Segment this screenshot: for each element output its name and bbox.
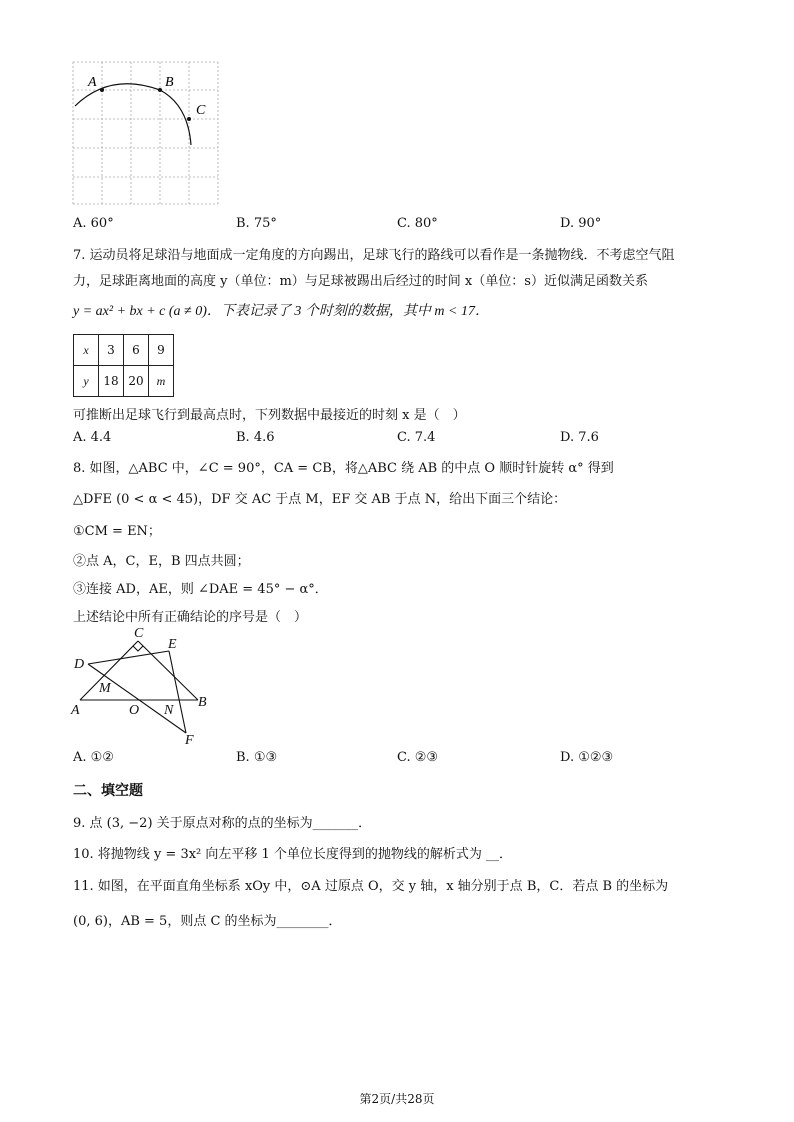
label-a: A <box>88 75 97 90</box>
grid-arc-figure <box>70 60 222 206</box>
table-cell: 20 <box>124 366 149 397</box>
q6-option-b: B. 75° <box>236 216 277 231</box>
fig-label-c: C <box>134 626 144 641</box>
table-cell: 6 <box>124 335 149 366</box>
fig-label-m: M <box>99 681 111 696</box>
q6-option-c: C. 80° <box>397 216 438 231</box>
point-a <box>100 88 104 92</box>
q7-option-d: D. 7.6 <box>560 430 599 445</box>
table-cell: x <box>74 335 99 366</box>
q8-conclusion-3: ③连接 AD，AE，则 ∠DAE = 45° − α°． <box>73 582 328 597</box>
q7-option-b: B. 4.6 <box>236 430 275 445</box>
q6-option-d: D. 90° <box>560 216 602 231</box>
q7-question: 可推断出足球飞行到最高点时，下列数据中最接近的时刻 x 是（ ） <box>73 408 466 423</box>
q10-text: 10. 将抛物线 y = 3x² 向左平移 1 个单位长度得到的抛物线的解析式为 __． <box>73 847 513 862</box>
arc-curve <box>75 84 191 145</box>
point-b <box>158 88 162 92</box>
q7-data-table <box>73 334 174 397</box>
q11-line2: (0, 6)，AB = 5，则点 C 的坐标为________． <box>73 914 342 929</box>
section-title: 二、填空题 <box>73 783 143 799</box>
q8-conclusion-1: ①CM = EN； <box>73 524 161 539</box>
table-cell: m <box>149 366 174 397</box>
page-footer: 第2页/共28页 <box>359 1092 435 1106</box>
q8-option-c: C. ②③ <box>397 750 439 765</box>
triangle-figure <box>66 622 216 748</box>
table-row <box>74 335 174 366</box>
q7-line2: 力，足球距离地面的高度 y（单位：m）与足球被踢出后经过的时间 x（单位：s）近似满足函数关系 <box>73 274 648 289</box>
q8-option-b: B. ①③ <box>236 750 278 765</box>
q8-conclusion-2: ②点 A，C，E，B 四点共圆； <box>73 554 250 569</box>
fig-label-o: O <box>129 703 140 718</box>
point-c <box>187 117 191 121</box>
fig-label-n: N <box>164 703 174 718</box>
q11-line1: 11. 如图，在平面直角坐标系 xOy 中，⊙A 过原点 O，交 y 轴，x 轴分别于点 B，C．若点 B 的坐标为 <box>73 879 669 894</box>
q7-line3: y = ax² + bx + c (a ≠ 0)．下表记录了 3 个时刻的数据，其中 m < 17． <box>73 304 489 319</box>
q9-text: 9. 点 (3, −2) 关于原点对称的点的坐标为_______． <box>73 816 372 831</box>
q8-option-d: D. ①②③ <box>560 750 614 765</box>
label-c: C <box>196 103 206 118</box>
table-cell: 9 <box>149 335 174 366</box>
table-cell: 18 <box>99 366 124 397</box>
q6-option-a: A. 60° <box>73 216 114 231</box>
q8-question: 上述结论中所有正确结论的序号是（ ） <box>73 610 308 625</box>
q8-line2: △DFE (0 < α < 45)，DF 交 AC 于点 M，EF 交 AB 于点 N，给出下面三个结论： <box>73 492 567 507</box>
fig-label-d: D <box>74 657 85 672</box>
fig-label-b: B <box>198 695 207 710</box>
fig-label-f: F <box>185 733 194 748</box>
q7-option-c: C. 7.4 <box>397 430 436 445</box>
q8-line1: 8. 如图，△ABC 中，∠C = 90°，CA = CB，将△ABC 绕 AB 的中点 O 顺时针旋转 α° 得到 <box>73 461 614 476</box>
q8-option-a: A. ①② <box>73 750 114 765</box>
q7-line1: 7. 运动员将足球沿与地面成一定角度的方向踢出，足球飞行的路线可以看作是一条抛物线．不考虑空气阻 <box>73 248 675 263</box>
fig-label-e: E <box>168 637 177 652</box>
table-row <box>74 366 174 397</box>
table-cell: y <box>74 366 99 397</box>
table-cell: 3 <box>99 335 124 366</box>
label-b: B <box>165 75 174 90</box>
q7-option-a: A. 4.4 <box>73 430 112 445</box>
fig-label-a: A <box>71 703 80 718</box>
